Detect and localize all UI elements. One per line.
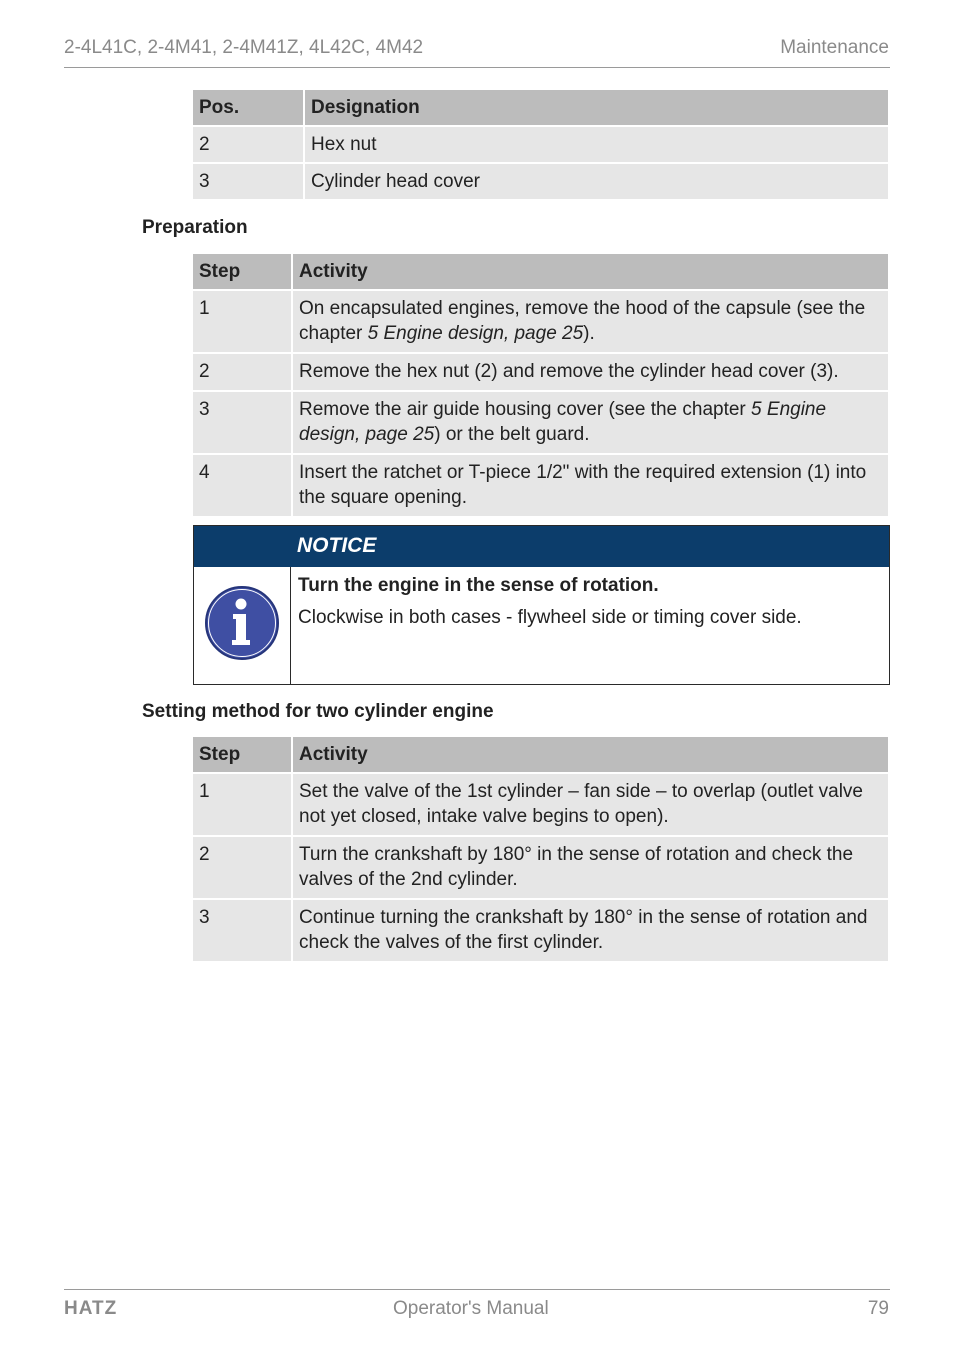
setting-method-heading: Setting method for two cylinder engine xyxy=(142,701,494,722)
table-header-row xyxy=(193,90,888,125)
cell-designation: Cylinder head cover xyxy=(305,164,888,199)
table-row xyxy=(193,900,888,961)
cell-activity: Turn the crankshaft by 180° in the sense of rotation and check the valves of the 2nd cylinder. xyxy=(293,837,888,898)
cell-pos: 3 xyxy=(193,164,303,199)
notice-box xyxy=(193,525,890,685)
activity-text-end: ). xyxy=(583,323,595,344)
cell-activity xyxy=(293,392,888,453)
cell-pos: 2 xyxy=(193,127,303,162)
hatz-logo: HATZ xyxy=(64,1298,118,1319)
header-section: Maintenance xyxy=(780,37,889,58)
cell-activity: Continue turning the crankshaft by 180° in the sense of rotation and check the valves of the first cylinder. xyxy=(293,900,888,961)
table-row xyxy=(193,837,888,898)
column-header-designation: Designation xyxy=(305,90,888,125)
table-row xyxy=(193,392,888,453)
preparation-heading: Preparation xyxy=(142,217,248,238)
table-row xyxy=(193,291,888,352)
preparation-table xyxy=(191,252,890,518)
table-row xyxy=(193,774,888,835)
notice-text: Clockwise in both cases - flywheel side or timing cover side. xyxy=(298,607,802,628)
notice-title-bar xyxy=(194,526,889,567)
chapter-reference-link[interactable]: 5 Engine design, page 25 xyxy=(299,399,827,445)
footer-divider xyxy=(64,1289,890,1290)
column-header-activity: Activity xyxy=(293,737,888,772)
notice-heading: Turn the engine in the sense of rotation. xyxy=(298,575,659,596)
activity-text: On encapsulated engines, remove the hood of the capsule (see the chapter xyxy=(299,298,866,344)
parts-table xyxy=(191,88,890,201)
footer-title: Operator's Manual xyxy=(393,1298,549,1319)
column-header-pos: Pos. xyxy=(193,90,303,125)
setting-method-table xyxy=(191,735,890,963)
cell-activity: Set the valve of the 1st cylinder – fan side – to overlap (outlet valve not yet closed, intake valve begins to open). xyxy=(293,774,888,835)
notice-icon-cell xyxy=(194,567,291,684)
activity-text: Insert the ratchet or T-piece 1/2" with the required extension (1) into the square opening. xyxy=(299,462,867,508)
cell-step: 1 xyxy=(193,774,291,835)
header-models: 2-4L41C, 2-4M41, 2-4M41Z, 4L42C, 4M42 xyxy=(64,37,424,58)
cell-step: 3 xyxy=(193,392,291,453)
page-number: 79 xyxy=(867,1298,889,1319)
table-row xyxy=(193,164,888,199)
table-header-row xyxy=(193,737,888,772)
info-icon xyxy=(204,585,280,661)
cell-step: 1 xyxy=(193,291,291,352)
activity-text: Remove the hex nut (2) and remove the cylinder head cover (3). xyxy=(299,361,839,382)
table-row xyxy=(193,354,888,390)
column-header-activity: Activity xyxy=(293,254,888,289)
activity-text: Remove the air guide housing cover (see the chapter xyxy=(299,399,752,420)
notice-title: NOTICE xyxy=(297,534,377,557)
cell-designation: Hex nut xyxy=(305,127,888,162)
activity-text-end: ) or the belt guard. xyxy=(434,424,590,445)
column-header-step: Step xyxy=(193,254,291,289)
cell-step: 4 xyxy=(193,455,291,516)
column-header-step: Step xyxy=(193,737,291,772)
table-row xyxy=(193,127,888,162)
header-divider xyxy=(64,67,890,68)
table-row xyxy=(193,455,888,516)
cell-activity xyxy=(293,354,888,390)
chapter-reference-link[interactable]: 5 Engine design, page 25 xyxy=(367,323,584,344)
cell-step: 2 xyxy=(193,837,291,898)
table-header-row xyxy=(193,254,888,289)
cell-activity xyxy=(293,455,888,516)
cell-activity xyxy=(293,291,888,352)
cell-step: 3 xyxy=(193,900,291,961)
cell-step: 2 xyxy=(193,354,291,390)
